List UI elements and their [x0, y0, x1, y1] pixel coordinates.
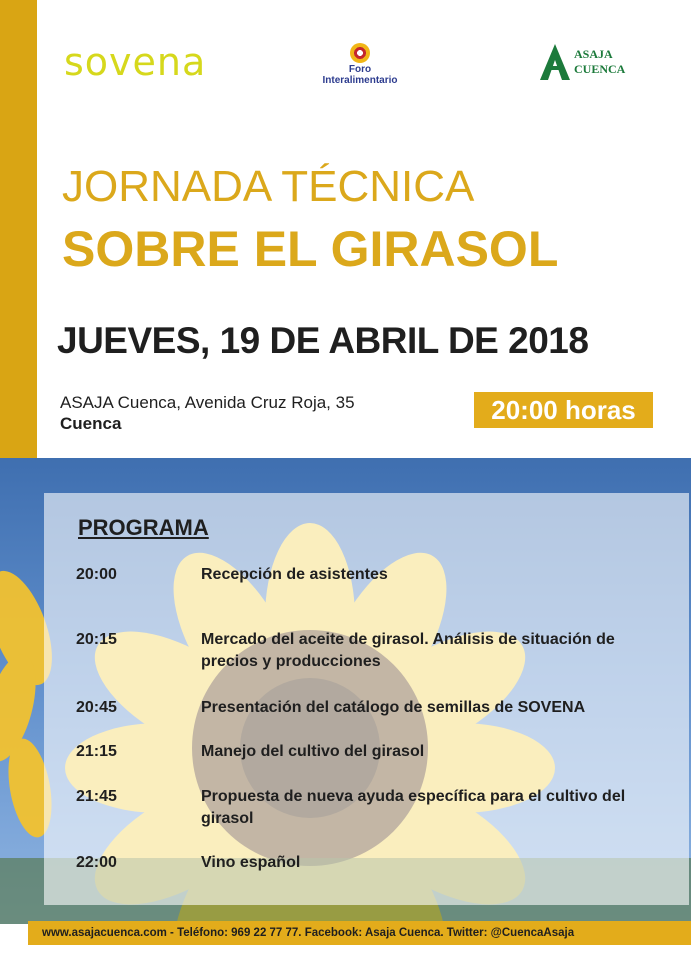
programa-item-desc: Mercado del aceite de girasol. Análisis de situación de precios y producciones — [201, 631, 615, 670]
programa-item-time: 21:45 — [76, 788, 117, 805]
programa-item-desc: Recepción de asistentes — [201, 566, 388, 583]
programa-item-time: 21:15 — [76, 743, 117, 760]
event-city: Cuenca — [60, 414, 122, 433]
foro-interalimentario-logo — [310, 43, 410, 86]
event-time-badge: 20:00 horas — [474, 392, 653, 428]
programa-item-time: 20:15 — [76, 631, 117, 648]
programa-item-desc: Vino español — [201, 854, 301, 871]
programa-item-time: 20:45 — [76, 699, 117, 716]
footer-contact-bar: www.asajacuenca.com - Teléfono: 969 22 77 77. Facebook: Asaja Cuenca. Twitter: @CuencaAsaja — [28, 921, 691, 945]
event-address: ASAJA Cuenca, Avenida Cruz Roja, 35 — [60, 393, 355, 412]
event-date: JUEVES, 19 DE ABRIL DE 2018 — [57, 320, 589, 361]
asaja-cuenca-logo — [540, 44, 625, 80]
programa-item-desc: Presentación del catálogo de semillas de SOVENA — [201, 699, 586, 716]
programa-heading: PROGRAMA — [78, 515, 209, 540]
programa-item-desc: Manejo del cultivo del girasol — [201, 743, 425, 760]
programa-item-desc: Propuesta de nueva ayuda específica para el cultivo del girasol — [201, 788, 626, 827]
programa-item-time: 22:00 — [76, 854, 117, 871]
foro-logo-icon — [350, 43, 370, 63]
foro-logo-line1: Foro — [348, 64, 372, 75]
asaja-logo-line2: CUENCA — [574, 62, 626, 76]
title-line2: SOBRE EL GIRASOL — [62, 221, 559, 277]
sovena-logo: sovena — [64, 40, 207, 84]
asaja-logo-line1: ASAJA — [574, 47, 613, 61]
asaja-logo-icon — [540, 44, 570, 80]
programa-item-time: 20:00 — [76, 566, 117, 583]
foro-logo-line2: Interalimentario — [322, 75, 398, 86]
title-line1: JORNADA TÉCNICA — [62, 162, 475, 211]
left-accent-bar — [0, 0, 37, 458]
